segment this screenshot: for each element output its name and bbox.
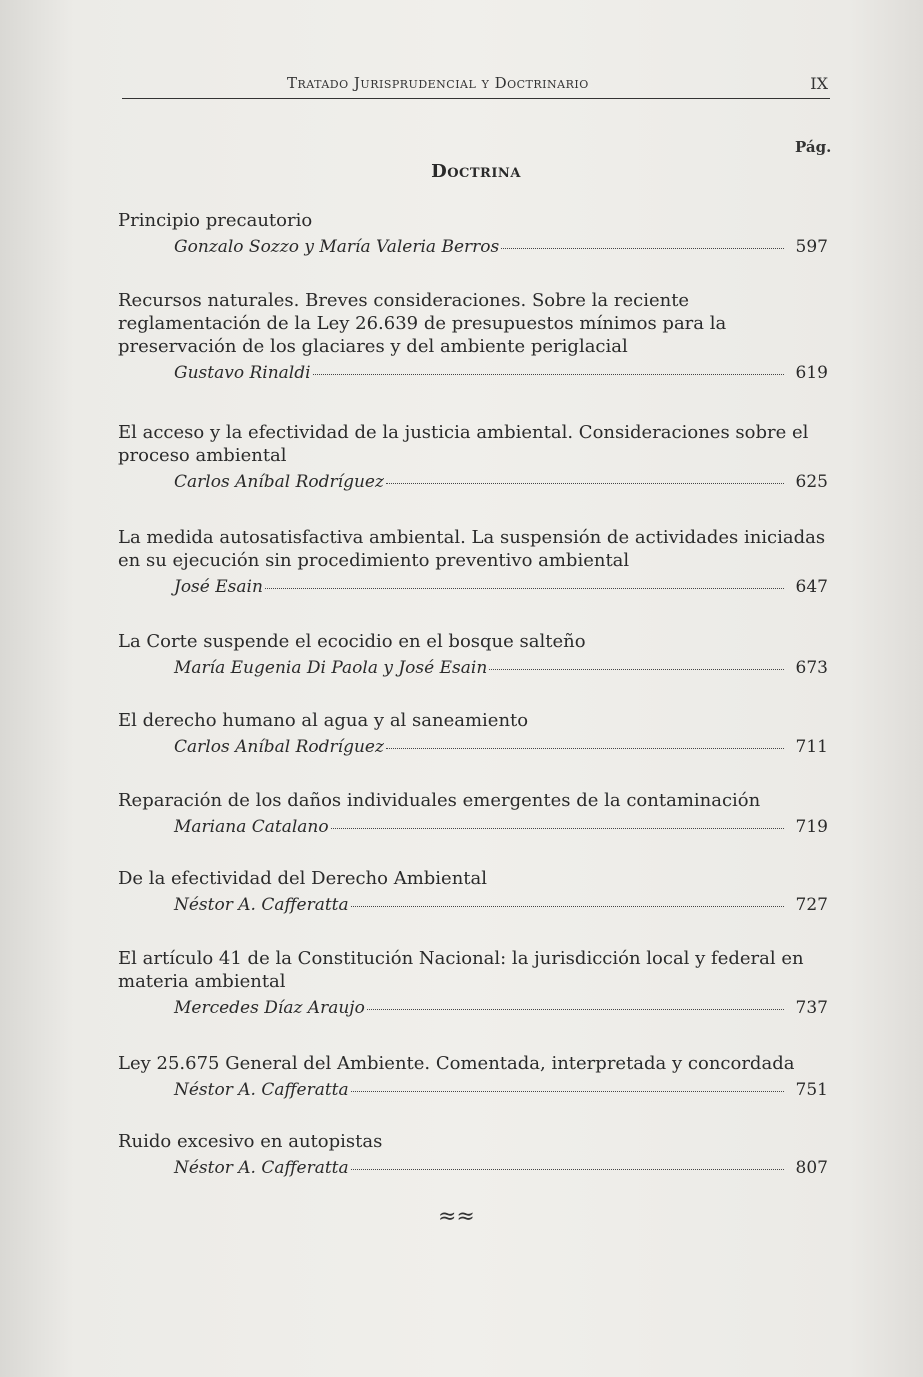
running-title: Tratado Jurisprudencial y Doctrinario xyxy=(287,74,589,92)
entry-author-line xyxy=(118,998,828,1018)
toc-entry xyxy=(118,526,828,597)
toc-entry xyxy=(118,789,828,837)
entry-author-line xyxy=(118,895,828,915)
entry-title: El artículo 41 de la Constitución Nacional: la jurisdicción local y federal en materia ambiental xyxy=(118,948,804,992)
entry-author: Gustavo Rinaldi xyxy=(174,363,311,383)
entry-author-line xyxy=(118,1158,828,1178)
entry-page: 625 xyxy=(795,472,828,492)
dot-leader xyxy=(351,1091,784,1092)
entry-title: Recursos naturales. Breves consideraciones. Sobre la reciente reglamentación de la Ley 26.639 de presupuestos mínimos para la preservación de los glaciares y del ambiente periglacial xyxy=(118,290,727,357)
page-column-label: Pág. xyxy=(795,138,832,156)
toc-entry xyxy=(118,867,828,915)
dot-leader xyxy=(331,828,784,829)
entry-page: 619 xyxy=(795,363,828,383)
entry-author: María Eugenia Di Paola y José Esain xyxy=(174,658,488,678)
entry-page: 727 xyxy=(795,895,828,915)
entry-page: 737 xyxy=(795,998,828,1018)
entry-author: Néstor A. Cafferatta xyxy=(174,1080,349,1100)
entry-author: Mercedes Díaz Araujo xyxy=(174,998,365,1018)
entry-title: Reparación de los daños individuales emergentes de la contaminación xyxy=(118,790,761,811)
section-title: Doctrina xyxy=(431,161,521,182)
toc-entry xyxy=(118,709,828,757)
ornament-icon: ≈≈ xyxy=(438,1204,475,1229)
dot-leader xyxy=(489,669,784,670)
toc-entry xyxy=(118,947,828,1018)
dot-leader xyxy=(386,483,784,484)
entry-title: Ley 25.675 General del Ambiente. Comentada, interpretada y concordada xyxy=(118,1053,795,1074)
dot-leader xyxy=(501,248,784,249)
dot-leader xyxy=(386,748,784,749)
entry-author: Carlos Aníbal Rodríguez xyxy=(174,737,384,757)
entry-page: 719 xyxy=(795,817,828,837)
page-number: IX xyxy=(810,74,828,93)
entry-author: Néstor A. Cafferatta xyxy=(174,1158,349,1178)
dot-leader xyxy=(265,588,784,589)
entry-author: Mariana Catalano xyxy=(174,817,329,837)
entry-author: Carlos Aníbal Rodríguez xyxy=(174,472,384,492)
entry-author-line xyxy=(118,658,828,678)
entry-page: 807 xyxy=(795,1158,828,1178)
entry-page: 647 xyxy=(795,577,828,597)
entry-author-line xyxy=(118,237,828,257)
dot-leader xyxy=(313,374,784,375)
running-header xyxy=(122,74,830,99)
entry-title: Ruido excesivo en autopistas xyxy=(118,1131,383,1152)
dot-leader xyxy=(351,1169,784,1170)
entry-title: El acceso y la efectividad de la justicia ambiental. Consideraciones sobre el proceso ambiental xyxy=(118,422,809,466)
entry-author-line xyxy=(118,363,828,383)
entry-author: Gonzalo Sozzo y María Valeria Berros xyxy=(174,237,500,257)
entry-author-line xyxy=(118,577,828,597)
entry-page: 673 xyxy=(795,658,828,678)
toc-entry xyxy=(118,1130,828,1178)
dot-leader xyxy=(351,906,784,907)
toc-entry xyxy=(118,209,828,257)
entry-author: José Esain xyxy=(174,577,263,597)
entry-author-line xyxy=(118,737,828,757)
entry-author-line xyxy=(118,472,828,492)
entry-title: De la efectividad del Derecho Ambiental xyxy=(118,868,488,889)
entry-page: 751 xyxy=(795,1080,828,1100)
dot-leader xyxy=(367,1009,784,1010)
entry-title: El derecho humano al agua y al saneamiento xyxy=(118,710,529,731)
toc-entry xyxy=(118,1052,828,1100)
entry-author-line xyxy=(118,1080,828,1100)
entry-page: 711 xyxy=(795,737,828,757)
toc-entry xyxy=(118,630,828,678)
entry-author: Néstor A. Cafferatta xyxy=(174,895,349,915)
entry-title: La medida autosatisfactiva ambiental. La suspensión de actividades iniciadas en su ejecución sin procedimiento preventivo ambiental xyxy=(118,527,826,571)
toc-entry xyxy=(118,421,828,492)
entry-title: Principio precautorio xyxy=(118,210,313,231)
entry-page: 597 xyxy=(795,237,828,257)
entry-title: La Corte suspende el ecocidio en el bosque salteño xyxy=(118,631,586,652)
toc-entry xyxy=(118,289,828,383)
entry-author-line xyxy=(118,817,828,837)
